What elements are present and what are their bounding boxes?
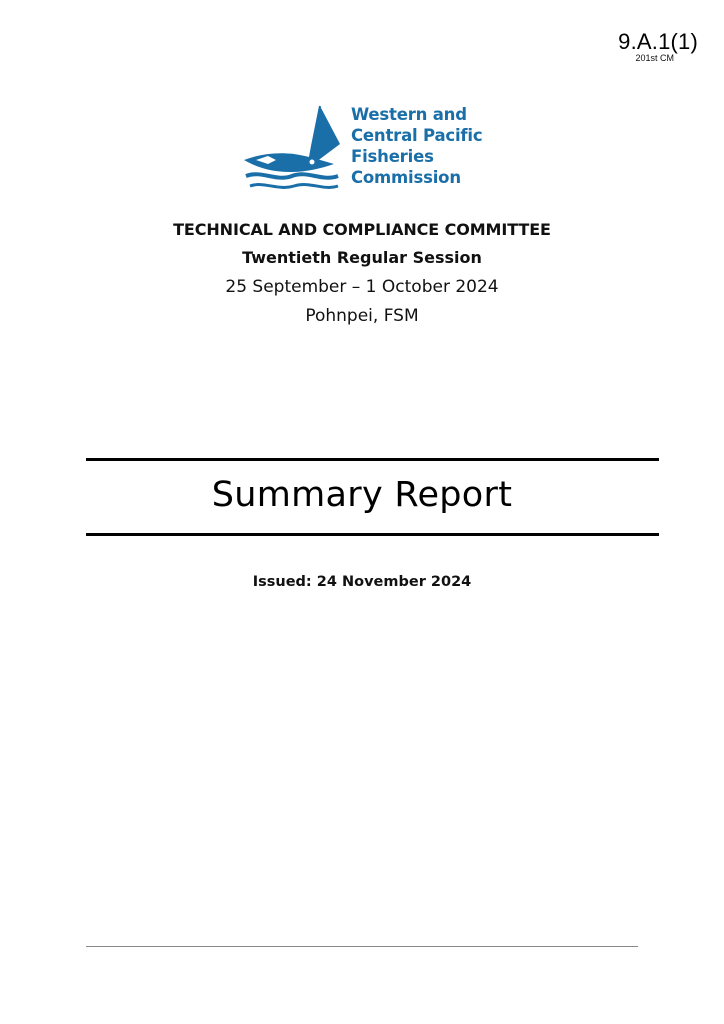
logo-wordmark: [351, 104, 511, 188]
meeting-dates: 25 September – 1 October 2024: [225, 277, 499, 297]
logo-line: Commission: [351, 168, 461, 187]
report-title: Summary Report: [211, 475, 513, 515]
document-reference: [618, 30, 698, 63]
meeting-heading: [0, 216, 724, 330]
session-name: Twentieth Regular Session: [242, 248, 482, 267]
logo-line: Western and: [351, 105, 467, 124]
footer-divider: [86, 946, 638, 947]
title-rule-bottom: [86, 533, 659, 536]
issued-date: Issued: 24 November 2024: [252, 574, 472, 590]
logo-line: Fisheries: [351, 147, 434, 166]
canoe-sail-icon: [242, 102, 352, 194]
document-code: 9.A.1(1): [618, 29, 698, 54]
logo-line: Central Pacific: [351, 126, 483, 145]
title-rule-top: [86, 458, 659, 461]
committee-name: TECHNICAL AND COMPLIANCE COMMITTEE: [173, 220, 551, 239]
meeting-venue: Pohnpei, FSM: [305, 306, 419, 326]
wcpfc-logo: [242, 102, 502, 194]
meeting-label: 201st CM: [635, 53, 674, 63]
